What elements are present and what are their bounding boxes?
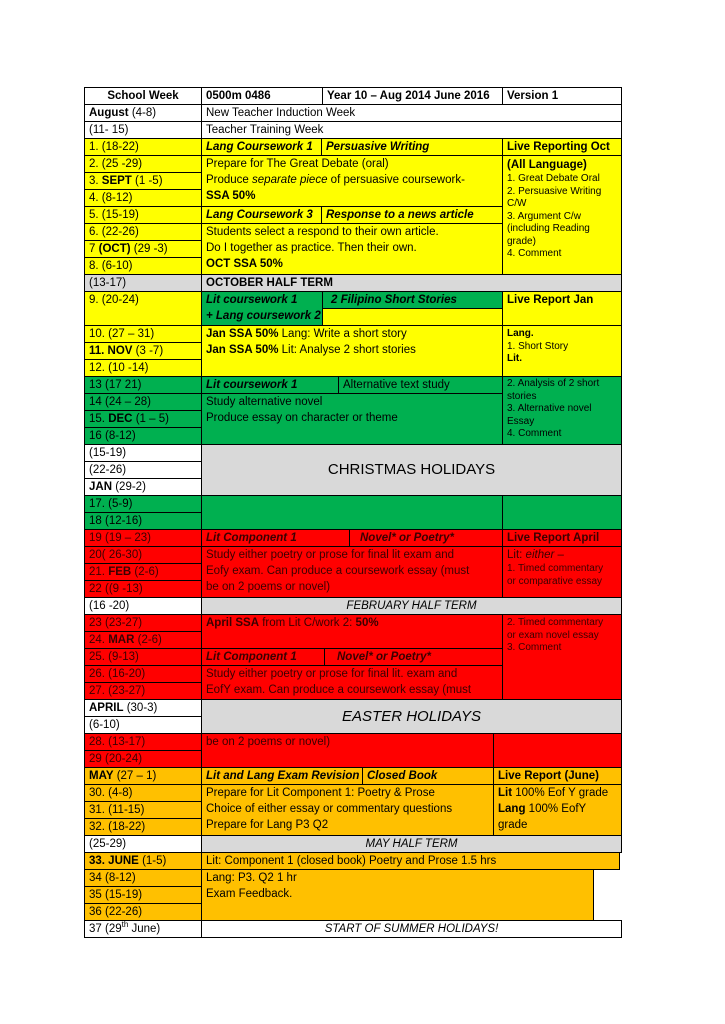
week-august: August (4-8) bbox=[84, 104, 202, 122]
live-report-april-list-2: 2. Timed commentary or exam novel essay 3. Comment bbox=[502, 614, 622, 700]
week-17: 17. (5-9) bbox=[84, 495, 202, 513]
jan-ssa-block: Jan SSA 50% Lang: Write a short story Jan SSA 50% Lit: Analyse 2 short stories bbox=[201, 325, 503, 377]
alternative-text-study: Alternative text study bbox=[338, 376, 503, 394]
week-25-29: (25-29) bbox=[84, 835, 202, 853]
live-report-june: Live Report (June) bbox=[493, 767, 622, 785]
live-report-april-list: Lit: either – 1. Timed commentary or comparative essay bbox=[502, 546, 622, 598]
week-29: 29 (20-24) bbox=[84, 750, 202, 768]
lit-lang-exam-revision: Lit and Lang Exam Revision bbox=[201, 767, 363, 785]
live-report-jan: Live Report Jan bbox=[502, 291, 622, 326]
live-report-jan-green-list: 2. Analysis of 2 short stories 3. Alternative novel Essay 4. Comment bbox=[502, 376, 622, 445]
red-empty-report bbox=[493, 733, 622, 768]
revision-block: Prepare for Lit Component 1: Poetry & Prose Choice of either essay or commentary questions Prepare for Lang P3 Q2 bbox=[201, 784, 494, 836]
respond-block: Students select a respond to their own article. Do I together as practice. Then their own. OCT SSA 50% bbox=[201, 223, 503, 275]
week-33: 33. JUNE (1-5) bbox=[84, 852, 202, 870]
debate-block: Prepare for The Great Debate (oral) Produce separate piece of persuasive coursework- SSA 50% bbox=[201, 155, 503, 207]
week-16: 16 (8-12) bbox=[84, 427, 202, 445]
lang-feedback-block: Lang: P3. Q2 1 hr Exam Feedback. bbox=[201, 869, 594, 921]
week-15: 15. DEC (1 – 5) bbox=[84, 410, 202, 428]
week-3: 3. SEPT (1 -5) bbox=[84, 172, 202, 190]
live-reporting-oct-list: (All Language) 1. Great Debate Oral 2. Persuasive Writing C/W 3. Argument C/w (including Reading grade) 4. Comment bbox=[502, 155, 622, 275]
week-31: 31. (11-15) bbox=[84, 801, 202, 819]
week-may: MAY (27 – 1) bbox=[84, 767, 202, 785]
week-9: 9. (20-24) bbox=[84, 291, 202, 326]
week-10: 10. (27 – 31) bbox=[84, 325, 202, 343]
week-22-26: (22-26) bbox=[84, 461, 202, 479]
study-either-block: Study either poetry or prose for final lit exam and Eofy exam. Can produce a coursework essay (must be on 2 poems or novel) bbox=[201, 546, 503, 598]
week-2: 2. (25 -29) bbox=[84, 155, 202, 173]
header-version: Version 1 bbox=[502, 87, 622, 105]
closed-book: Closed Book bbox=[362, 767, 494, 785]
christmas-holidays: CHRISTMAS HOLIDAYS bbox=[201, 444, 622, 496]
week-4: 4. (8-12) bbox=[84, 189, 202, 207]
news-article: Response to a news article bbox=[321, 206, 503, 224]
week-5: 5. (15-19) bbox=[84, 206, 202, 224]
training-week: Teacher Training Week bbox=[201, 121, 622, 139]
week-jan: JAN (29-2) bbox=[84, 478, 202, 496]
lang-coursework-1: Lang Coursework 1 bbox=[201, 138, 322, 156]
week-8: 8. (6-10) bbox=[84, 257, 202, 275]
live-reporting-oct: Live Reporting Oct bbox=[502, 138, 622, 156]
induction-week: New Teacher Induction Week bbox=[201, 104, 622, 122]
study-alt-block: Study alternative novel Produce essay on character or theme bbox=[201, 393, 503, 445]
week-25: 25. (9-13) bbox=[84, 648, 202, 666]
week-13-17: (13-17) bbox=[84, 274, 202, 292]
live-report-jan-list: Lang. 1. Short Story Lit. bbox=[502, 325, 622, 377]
week-32: 32. (18-22) bbox=[84, 818, 202, 836]
week-35: 35 (15-19) bbox=[84, 886, 202, 904]
study-either-block-2: Study either poetry or prose for final lit. exam and EofY exam. Can produce a coursework essay (must bbox=[201, 665, 503, 700]
novel-or-poetry-2: Novel* or Poetry* bbox=[324, 648, 503, 666]
week-7: 7 (OCT) (29 -3) bbox=[84, 240, 202, 258]
filipino-short-stories: 2 Filipino Short Stories bbox=[322, 291, 503, 309]
week-13: 13 (17 21) bbox=[84, 376, 202, 394]
week-11-15: (11- 15) bbox=[84, 121, 202, 139]
week-26: 26. (16-20) bbox=[84, 665, 202, 683]
green-empty-block bbox=[201, 495, 503, 530]
live-report-april: Live Report April bbox=[502, 529, 622, 547]
header-code: 0500m 0486 bbox=[201, 87, 323, 105]
lit-component-1: Lit Component 1 bbox=[201, 529, 350, 547]
week-34: 34 (8-12) bbox=[84, 869, 202, 887]
poems-or-novel-2: be on 2 poems or novel) bbox=[201, 733, 494, 768]
may-half-term: MAY HALF TERM bbox=[201, 835, 622, 853]
week-21: 21. FEB (2-6) bbox=[84, 563, 202, 581]
week-12: 12. (10 -14) bbox=[84, 359, 202, 377]
lit-coursework-1-green: Lit coursework 1 bbox=[201, 376, 339, 394]
week-april: APRIL (30-3) bbox=[84, 699, 202, 717]
week-24: 24. MAR (2-6) bbox=[84, 631, 202, 649]
week-37: 37 (29th June) bbox=[84, 920, 202, 938]
green-empty-report bbox=[502, 495, 622, 530]
week-15-19: (15-19) bbox=[84, 444, 202, 462]
week-14: 14 (24 – 28) bbox=[84, 393, 202, 411]
october-half-term: OCTOBER HALF TERM bbox=[201, 274, 622, 292]
week-23: 23 (23-27) bbox=[84, 614, 202, 632]
week-6: 6. (22-26) bbox=[84, 223, 202, 241]
week-27: 27. (23-27) bbox=[84, 682, 202, 700]
week-36: 36 (22-26) bbox=[84, 903, 202, 921]
april-ssa: April SSA from Lit C/work 2: 50% bbox=[201, 614, 503, 649]
persuasive-writing: Persuasive Writing bbox=[321, 138, 503, 156]
week-30: 30. (4-8) bbox=[84, 784, 202, 802]
week-18: 18 (12-16) bbox=[84, 512, 202, 530]
lit-component-1b: Lit Component 1 bbox=[201, 648, 325, 666]
week-6-10: (6-10) bbox=[84, 716, 202, 734]
header-school-week: School Week bbox=[84, 87, 202, 105]
week-22: 22 ((9 -13) bbox=[84, 580, 202, 598]
blank-cell bbox=[322, 308, 503, 326]
week-28: 28. (13-17) bbox=[84, 733, 202, 751]
lang-coursework-3: Lang Coursework 3 bbox=[201, 206, 322, 224]
week-16-20: (16 -20) bbox=[84, 597, 202, 615]
lit-component-closed-book: Lit: Component 1 (closed book) Poetry and Prose 1.5 hrs bbox=[201, 852, 620, 870]
week-1: 1. (18-22) bbox=[84, 138, 202, 156]
lit-coursework-block: Lit coursework 1 + Lang coursework 2 bbox=[201, 291, 323, 326]
february-half-term: FEBRUARY HALF TERM bbox=[201, 597, 622, 615]
week-20: 20( 26-30) bbox=[84, 546, 202, 564]
header-year: Year 10 – Aug 2014 June 2016 bbox=[322, 87, 503, 105]
scheme-of-work-table bbox=[84, 87, 622, 937]
easter-holidays: EASTER HOLIDAYS bbox=[201, 699, 622, 734]
novel-or-poetry: Novel* or Poetry* bbox=[349, 529, 503, 547]
live-report-june-list: Lit 100% Eof Y grade Lang 100% EofY grade bbox=[493, 784, 622, 836]
week-19: 19 (19 – 23) bbox=[84, 529, 202, 547]
week-11: 11. NOV (3 -7) bbox=[84, 342, 202, 360]
summer-holidays: START OF SUMMER HOLIDAYS! bbox=[201, 920, 622, 938]
